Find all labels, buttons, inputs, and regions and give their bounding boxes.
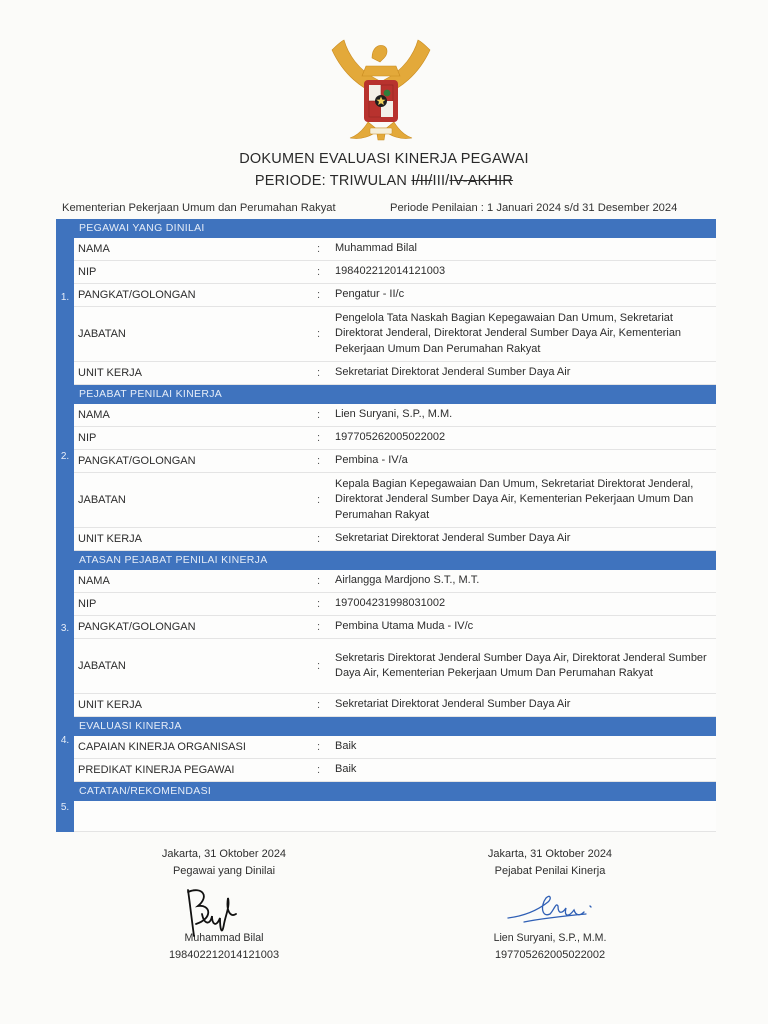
row-label: UNIT KERJA (78, 533, 142, 545)
table-row (74, 307, 716, 362)
row-value: Baik (335, 740, 357, 753)
row-value: Pengatur - II/c (335, 288, 405, 301)
row-label: JABATAN (78, 660, 126, 672)
table-row (74, 639, 716, 694)
signer-nip: 197705262005022002 (494, 949, 606, 961)
row-value: Muhammad Bilal (335, 242, 417, 255)
section-4 (56, 717, 716, 782)
section-1 (56, 219, 716, 385)
colon: : (317, 367, 321, 379)
table-row (74, 736, 716, 759)
row-value: Pembina - IV/a (335, 454, 408, 467)
signer-name: Muhammad Bilal (184, 932, 264, 944)
assessment-period: Periode Penilaian : 1 Januari 2024 s/d 31 Desember 2024 (390, 202, 678, 214)
section-number: 1. (60, 292, 70, 303)
section-number-bar (56, 717, 74, 782)
colon: : (317, 289, 321, 301)
table-row (74, 759, 716, 782)
row-label: PANGKAT/GOLONGAN (78, 621, 196, 633)
row-label: UNIT KERJA (78, 699, 142, 711)
section-header: PEJABAT PENILAI KINERJA (74, 385, 716, 404)
signer-role: Pejabat Penilai Kinerja (494, 865, 606, 877)
colon: : (317, 243, 321, 255)
table-row (74, 261, 716, 284)
row-label: NAMA (78, 243, 110, 255)
row-value: Sekretariat Direktorat Jenderal Sumber Daya Air (335, 532, 571, 545)
row-value: Lien Suryani, S.P., M.M. (335, 408, 453, 421)
row-value: Sekretariat Direktorat Jenderal Sumber Daya Air (335, 698, 571, 711)
row-label: UNIT KERJA (78, 367, 142, 379)
colon: : (317, 328, 321, 340)
table-row (74, 284, 716, 307)
section-3 (56, 551, 716, 717)
section-number: 3. (60, 623, 70, 634)
row-label: PREDIKAT KINERJA PEGAWAI (78, 764, 235, 776)
row-value: Baik (335, 763, 357, 776)
section-header: PEGAWAI YANG DINILAI (74, 219, 716, 238)
colon: : (317, 455, 321, 467)
table-row (74, 593, 716, 616)
row-value: 197004231998031002 (335, 597, 446, 610)
row-value: Pengelola Tata Naskah Bagian Kepegawaian Dan Umum, Sekretariat Direktorat Jenderal, Direktorat Jenderal Sumber Daya Air, Kementerian Pekerjaan Umum Dan Perumahan Rakyat (335, 311, 682, 355)
row-label: NIP (78, 266, 97, 278)
table-row (74, 404, 716, 427)
row-label: JABATAN (78, 494, 126, 506)
signer-role: Pegawai yang Dinilai (172, 865, 276, 877)
row-label: CAPAIAN KINERJA ORGANISASI (78, 741, 246, 753)
place-date: Jakarta, 31 Oktober 2024 (487, 848, 613, 860)
document-period (0, 173, 768, 189)
colon: : (317, 741, 321, 753)
section-2 (56, 385, 716, 551)
period-struck-2: IV-AKHIR (449, 173, 514, 189)
section-number: 5. (60, 802, 70, 813)
colon: : (317, 660, 321, 672)
row-value: Pembina Utama Muda - IV/c (335, 620, 474, 633)
garuda-emblem-icon (322, 36, 440, 148)
period-struck-1: I/II/ (411, 173, 433, 189)
place-date: Jakarta, 31 Oktober 2024 (161, 848, 287, 860)
colon: : (317, 598, 321, 610)
row-value: 197705262005022002 (335, 431, 446, 444)
section-number-bar (56, 385, 74, 551)
colon: : (317, 494, 321, 506)
colon: : (317, 432, 321, 444)
row-value: 198402212014121003 (335, 265, 446, 278)
section-number: 2. (60, 451, 70, 462)
colon: : (317, 533, 321, 545)
row-label: NAMA (78, 409, 110, 421)
row-label: NAMA (78, 575, 110, 587)
signer-nip: 198402212014121003 (168, 949, 280, 961)
table-row (74, 427, 716, 450)
document-title: DOKUMEN EVALUASI KINERJA PEGAWAI (239, 151, 529, 167)
notes-value (74, 813, 716, 819)
row-value: Airlangga Mardjono S.T., M.T. (335, 574, 480, 587)
organization-label: Kementerian Pekerjaan Umum dan Perumahan Rakyat (62, 202, 336, 214)
row-label: NIP (78, 598, 97, 610)
colon: : (317, 409, 321, 421)
period-kept: III/ (432, 173, 450, 189)
table-row (74, 238, 716, 261)
handwritten-signature-icon (504, 888, 596, 928)
period-prefix: PERIODE: TRIWULAN (254, 173, 412, 189)
section-header: ATASAN PEJABAT PENILAI KINERJA (74, 551, 716, 570)
section-header: EVALUASI KINERJA (74, 717, 716, 736)
row-label: JABATAN (78, 328, 126, 340)
row-label: PANGKAT/GOLONGAN (78, 455, 196, 467)
section-5 (56, 782, 716, 832)
section-number: 4. (60, 735, 70, 746)
section-number-bar (56, 551, 74, 717)
table-row (74, 694, 716, 717)
colon: : (317, 575, 321, 587)
evaluation-table (56, 219, 716, 832)
row-label: NIP (78, 432, 97, 444)
table-row (74, 570, 716, 593)
section-header: CATATAN/REKOMENDASI (74, 782, 716, 801)
colon: : (317, 621, 321, 633)
table-row (74, 362, 716, 385)
row-value: Kepala Bagian Kepegawaian Dan Umum, Sekretariat Direktorat Jenderal, Direktorat Jenderal Sumber Daya Air, Kementerian Pekerjaan Umum Dan Perumahan Rakyat (335, 477, 694, 521)
row-label: PANGKAT/GOLONGAN (78, 289, 196, 301)
handwritten-signature-icon (180, 884, 242, 942)
row-value: Sekretariat Direktorat Jenderal Sumber Daya Air (335, 366, 571, 379)
notes-area (74, 801, 716, 832)
table-row (74, 473, 716, 528)
colon: : (317, 764, 321, 776)
signer-name: Lien Suryani, S.P., M.M. (493, 932, 607, 944)
row-value: Sekretaris Direktorat Jenderal Sumber Daya Air, Direktorat Jenderal Sumber Daya Air, Kementerian Pekerjaan Umum Dan Perumahan Rakyat (335, 651, 707, 679)
colon: : (317, 266, 321, 278)
colon: : (317, 699, 321, 711)
table-row (74, 616, 716, 639)
table-row (74, 450, 716, 473)
table-row (74, 528, 716, 551)
